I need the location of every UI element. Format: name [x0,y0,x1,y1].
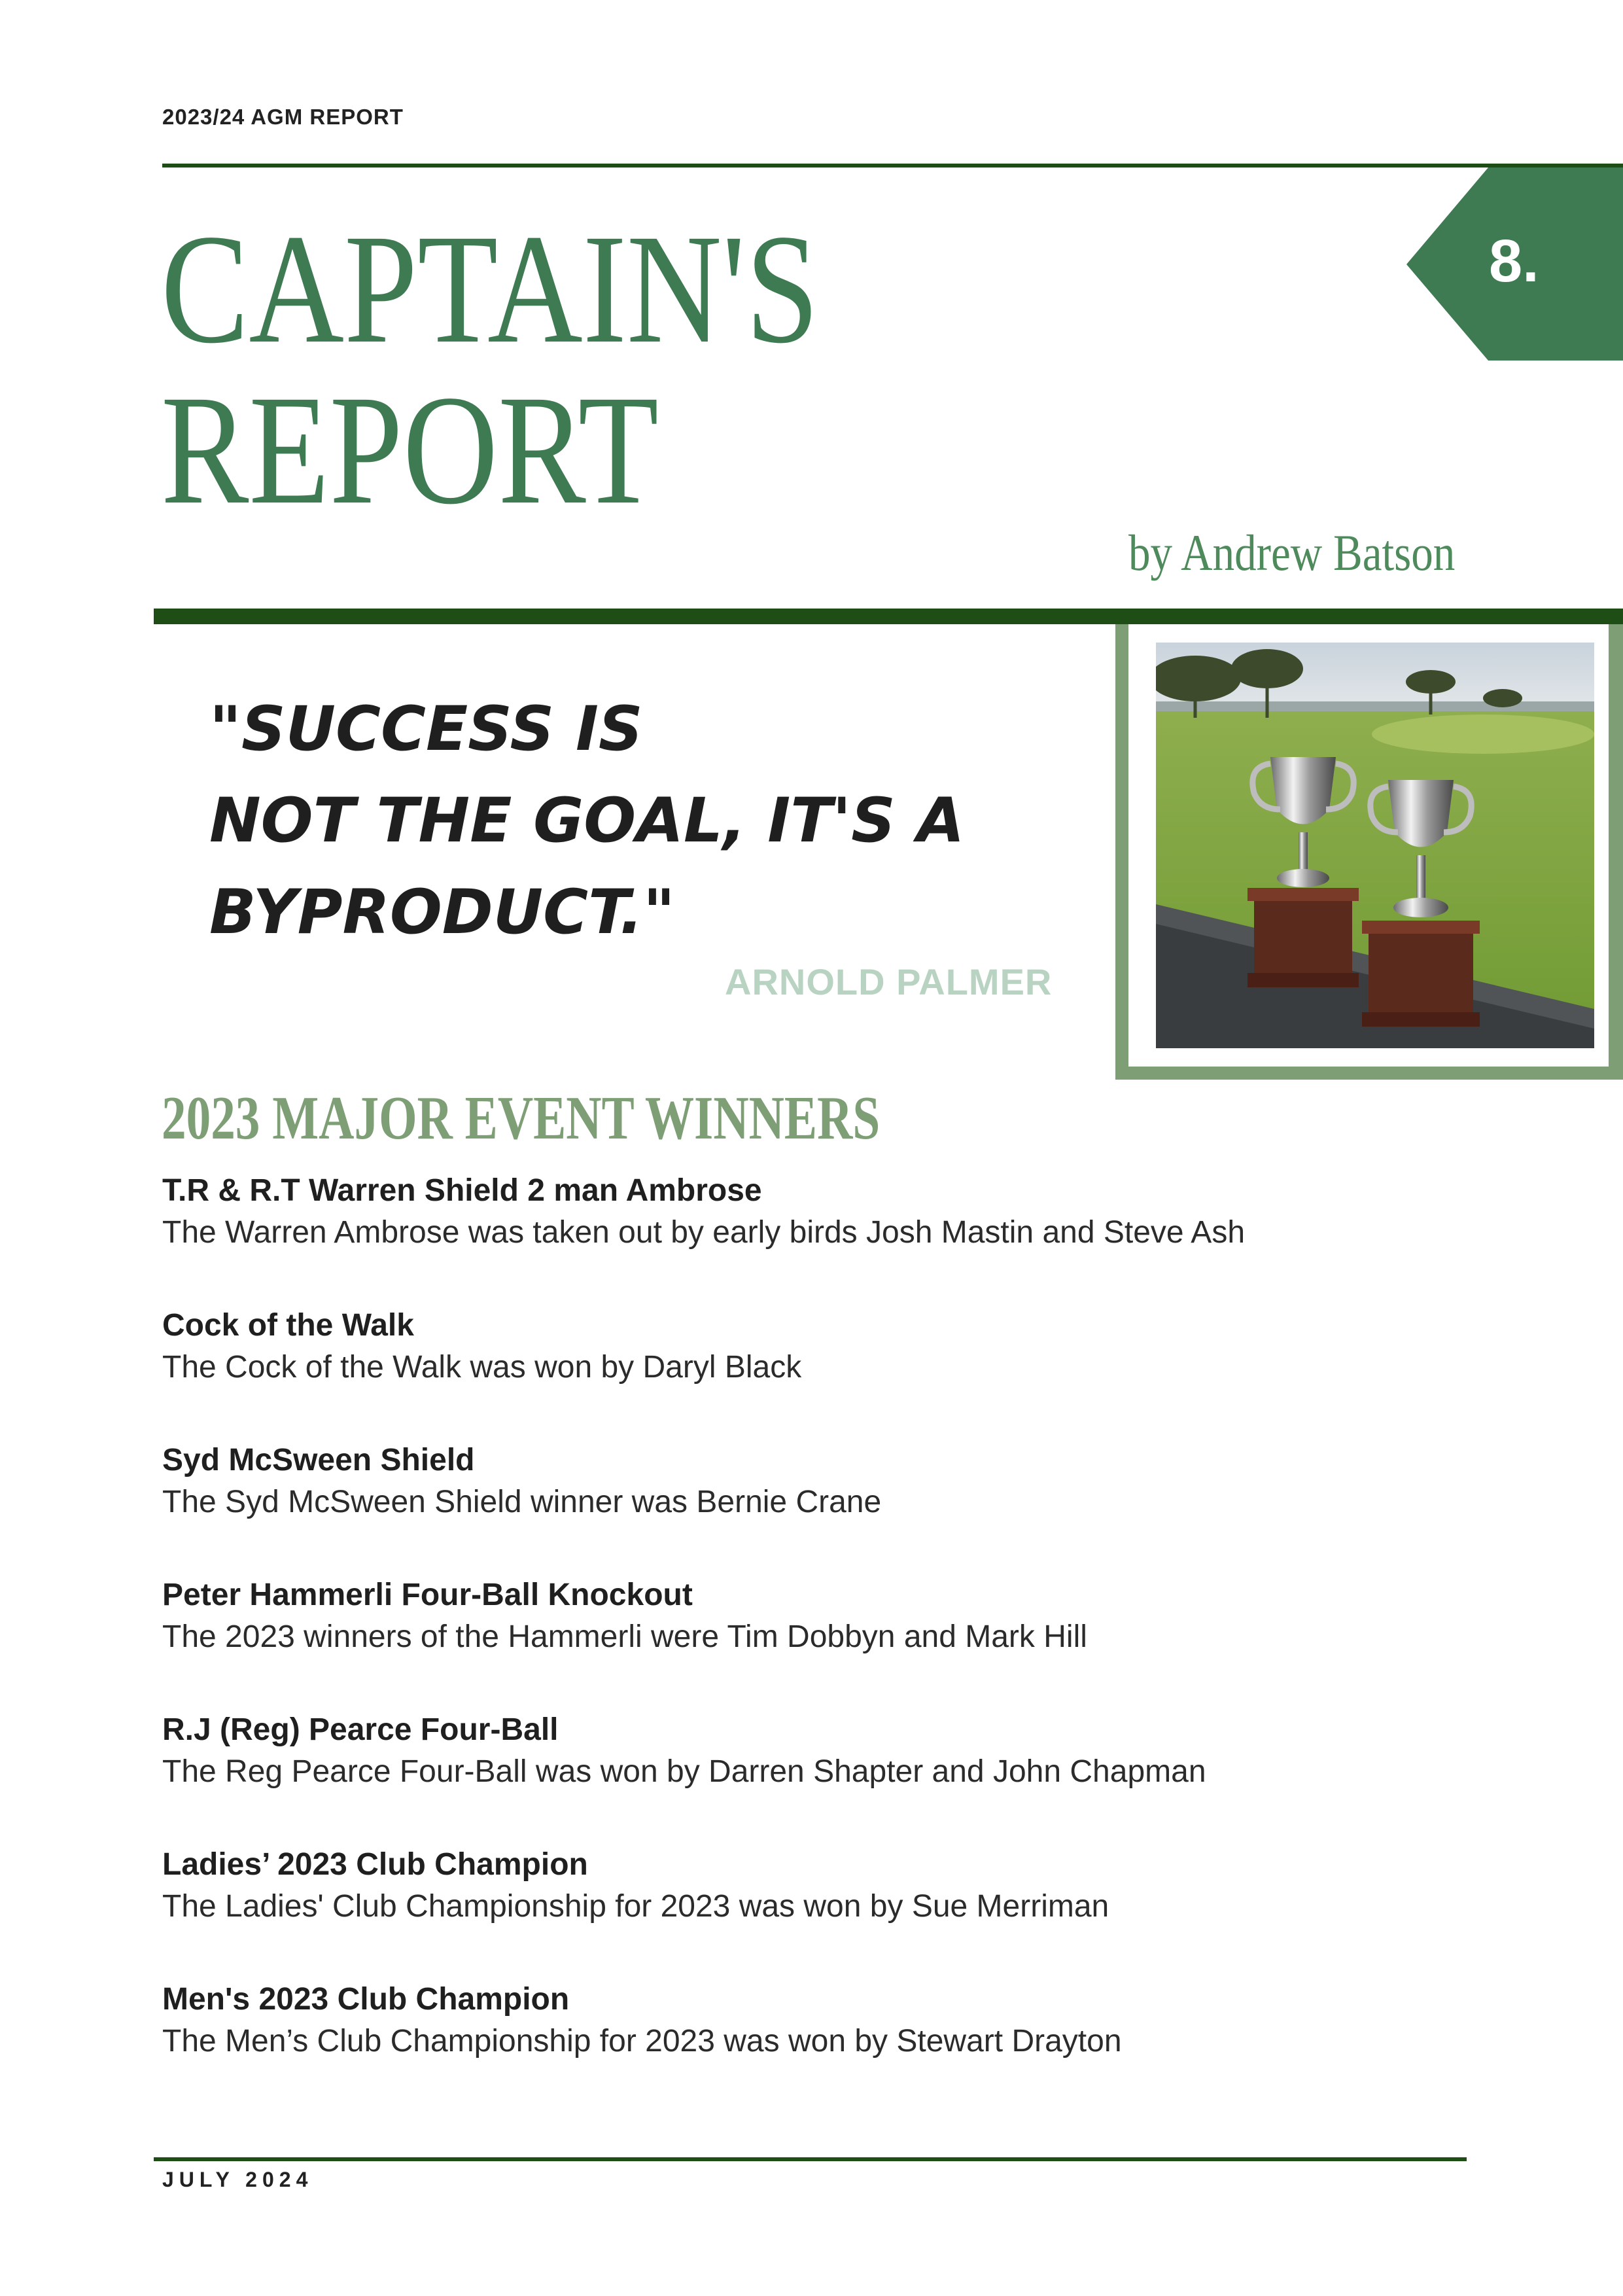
event-title: R.J (Reg) Pearce Four-Ball [162,1712,559,1747]
page-number: 8. [1489,228,1539,294]
event-title: Syd McSween Shield [162,1443,475,1477]
list-item [162,1576,1536,1710]
event-description: The Warren Ambrose was taken out by early birds Josh Mastin and Steve Ash [162,1215,1246,1250]
title-line-1: CAPTAIN'S [161,202,819,376]
page-number-tab [1406,168,1623,361]
list-item [162,1441,1536,1576]
footer-date: JULY 2024 [162,2168,313,2191]
quote-line-3: BYPRODUCT." [209,877,675,948]
trophy-photo-icon [1156,643,1594,1048]
event-description: The Men’s Club Championship for 2023 was won by Stewart Drayton [162,2024,1122,2058]
title-line-2: REPORT [161,362,659,537]
quote-line-2: NOT THE GOAL, IT'S A [209,785,965,857]
event-description: The 2023 winners of the Hammerli were Tim Dobbyn and Mark Hill [162,1619,1087,1654]
page-title [161,202,819,537]
quote-line-1: "SUCCESS IS [209,694,643,765]
event-title: Cock of the Walk [162,1308,414,1343]
event-title: T.R & R.T Warren Shield 2 man Ambrose [162,1173,762,1208]
event-list [162,1171,1536,2115]
list-item [162,1306,1536,1441]
event-description: The Syd McSween Shield winner was Bernie Crane [162,1485,882,1519]
event-title: Peter Hammerli Four-Ball Knockout [162,1578,693,1612]
event-description: The Reg Pearce Four-Ball was won by Darren Shapter and John Chapman [162,1754,1206,1789]
event-description: The Cock of the Walk was won by Daryl Black [162,1350,802,1385]
section-divider [154,609,1623,624]
footer-divider [154,2157,1467,2161]
author-byline: by Andrew Batson [1128,524,1456,581]
list-item [162,1845,1536,1980]
pull-quote [209,684,964,959]
list-item [162,1980,1536,2115]
photo-frame [1115,624,1623,1080]
event-title: Men's 2023 Club Champion [162,1982,570,2017]
trophy-photo [1156,643,1594,1048]
list-item [162,1171,1536,1306]
quote-author: ARNOLD PALMER [725,961,1053,1002]
top-divider [162,164,1623,168]
section-heading: 2023 MAJOR EVENT WINNERS [162,1084,881,1152]
list-item [162,1710,1536,1845]
event-description: The Ladies' Club Championship for 2023 was won by Sue Merriman [162,1889,1109,1924]
event-title: Ladies’ 2023 Club Champion [162,1847,588,1882]
report-label: 2023/24 AGM REPORT [162,105,404,129]
